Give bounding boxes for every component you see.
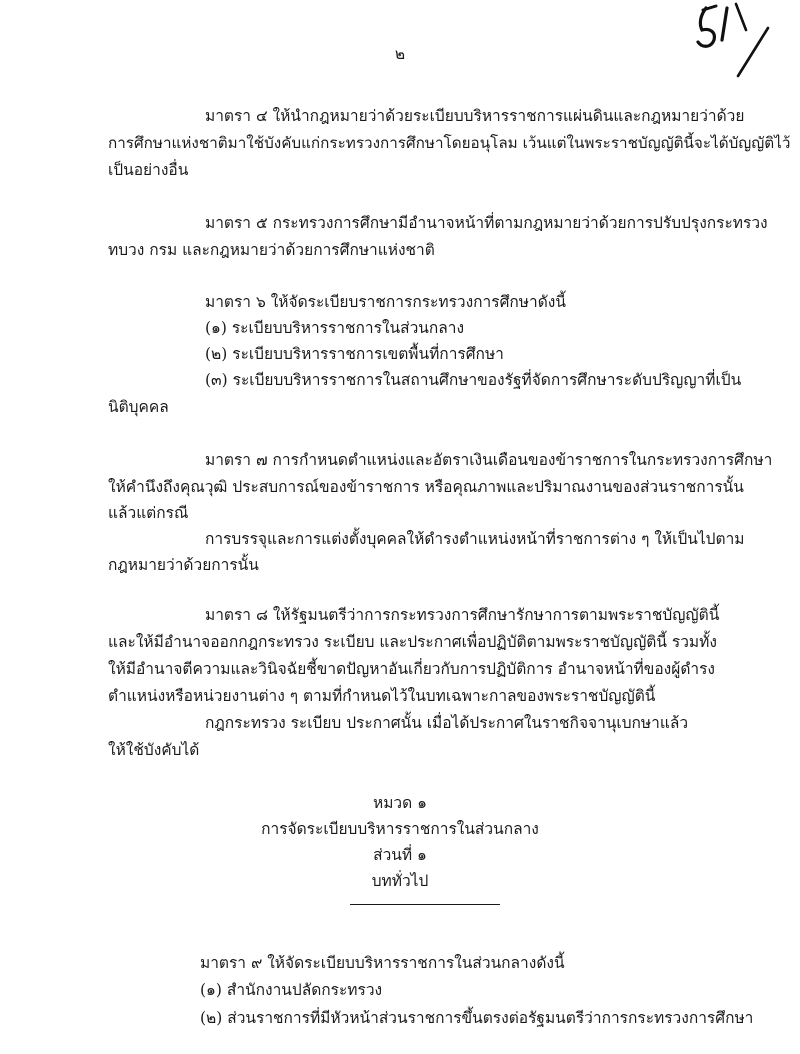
section-8-line-6: ให้ใช้บังคับได้ xyxy=(108,741,200,759)
section-9-item-1: (๑) สำนักงานปลัดกระทรวง xyxy=(200,981,383,999)
section-8-line-4: ตำแหน่งหรือหน่วยงานต่าง ๆ ตามที่กำหนดไว้ในบทเฉพาะกาลของพระราชบัญญัตินี้ xyxy=(108,687,656,705)
section-8-line-5: กฎกระทรวง ระเบียบ ประกาศนั้น เมื่อได้ประกาศในราชกิจจานุเบกษาแล้ว xyxy=(205,714,689,732)
section-8-line-3: ให้มีอำนาจตีความและวินิจฉัยชี้ขาดปัญหาอันเกี่ยวกับการปฏิบัติการ อำนาจหน้าที่ของผู้ดำรง xyxy=(108,660,715,678)
section-4-line-2: การศึกษาแห่งชาติมาใช้บังคับแก่กระทรวงการศึกษาโดยอนุโลม เว้นแต่ในพระราชบัญญัตินี้จะได้บัญญัติไว้ xyxy=(108,134,791,152)
page-number: ๒ xyxy=(394,45,406,63)
section-6-item-3: (๓) ระเบียบบริหารราชการในสถานศึกษาของรัฐที่จัดการศึกษาระดับปริญญาที่เป็น xyxy=(205,371,742,389)
section-6-item-2: (๒) ระเบียบบริหารราชการเขตพื้นที่การศึกษา xyxy=(205,345,504,363)
part-subtitle: บททั่วไป xyxy=(371,872,429,890)
chapter-subtitle: การจัดระเบียบบริหารราชการในส่วนกลาง xyxy=(261,820,539,838)
section-9-item-2: (๒) ส่วนราชการที่มีหัวหน้าส่วนราชการขึ้นตรงต่อรัฐมนตรีว่าการกระทรวงการศึกษา xyxy=(200,1009,754,1027)
part-title: ส่วนที่ ๑ xyxy=(373,846,427,864)
section-6-item-1: (๑) ระเบียบบริหารราชการในส่วนกลาง xyxy=(205,319,465,337)
section-4-line-3: เป็นอย่างอื่น xyxy=(108,161,189,179)
section-5-line-1: มาตรา ๕ กระทรวงการศึกษามีอำนาจหน้าที่ตามกฎหมายว่าด้วยการปรับปรุงกระทรวง xyxy=(205,214,768,232)
section-6-line-1: มาตรา ๖ ให้จัดระเบียบราชการกระทรวงการศึกษาดังนี้ xyxy=(205,293,566,311)
section-7-line-3: แล้วแต่กรณี xyxy=(108,504,189,522)
section-9-line-1: มาตรา ๙ ให้จัดระเบียบบริหารราชการในส่วนกลางดังนี้ xyxy=(200,954,565,972)
chapter-title: หมวด ๑ xyxy=(373,794,427,812)
section-8-line-1: มาตรา ๘ ให้รัฐมนตรีว่าการกระทรวงการศึกษารักษาการตามพระราชบัญญัตินี้ xyxy=(205,606,720,624)
section-4-line-1: มาตรา ๔ ให้นำกฎหมายว่าด้วยระเบียบบริหารราชการแผ่นดินและกฎหมายว่าด้วย xyxy=(205,107,745,125)
section-5-line-2: ทบวง กรม และกฎหมายว่าด้วยการศึกษาแห่งชาติ xyxy=(108,241,435,259)
section-6-item-3-cont: นิติบุคคล xyxy=(108,398,169,416)
section-7-line-2: ให้คำนึงถึงคุณวุฒิ ประสบการณ์ของข้าราชการ หรือคุณภาพและปริมาณงานของส่วนราชการนั้น xyxy=(108,478,744,496)
section-7-line-4: การบรรจุและการแต่งตั้งบุคคลให้ดำรงตำแหน่งหน้าที่ราชการต่าง ๆ ให้เป็นไปตาม xyxy=(205,530,745,548)
heading-divider xyxy=(350,904,500,905)
section-7-line-1: มาตรา ๗ การกำหนดตำแหน่งและอัตราเงินเดือนของข้าราชการในกระทรวงการศึกษา xyxy=(205,451,773,469)
section-7-line-5: กฎหมายว่าด้วยการนั้น xyxy=(108,556,259,574)
section-8-line-2: และให้มีอำนาจออกกฎกระทรวง ระเบียบ และประกาศเพื่อปฏิบัติตามพระราชบัญญัตินี้ รวมทั้ง xyxy=(108,633,717,651)
